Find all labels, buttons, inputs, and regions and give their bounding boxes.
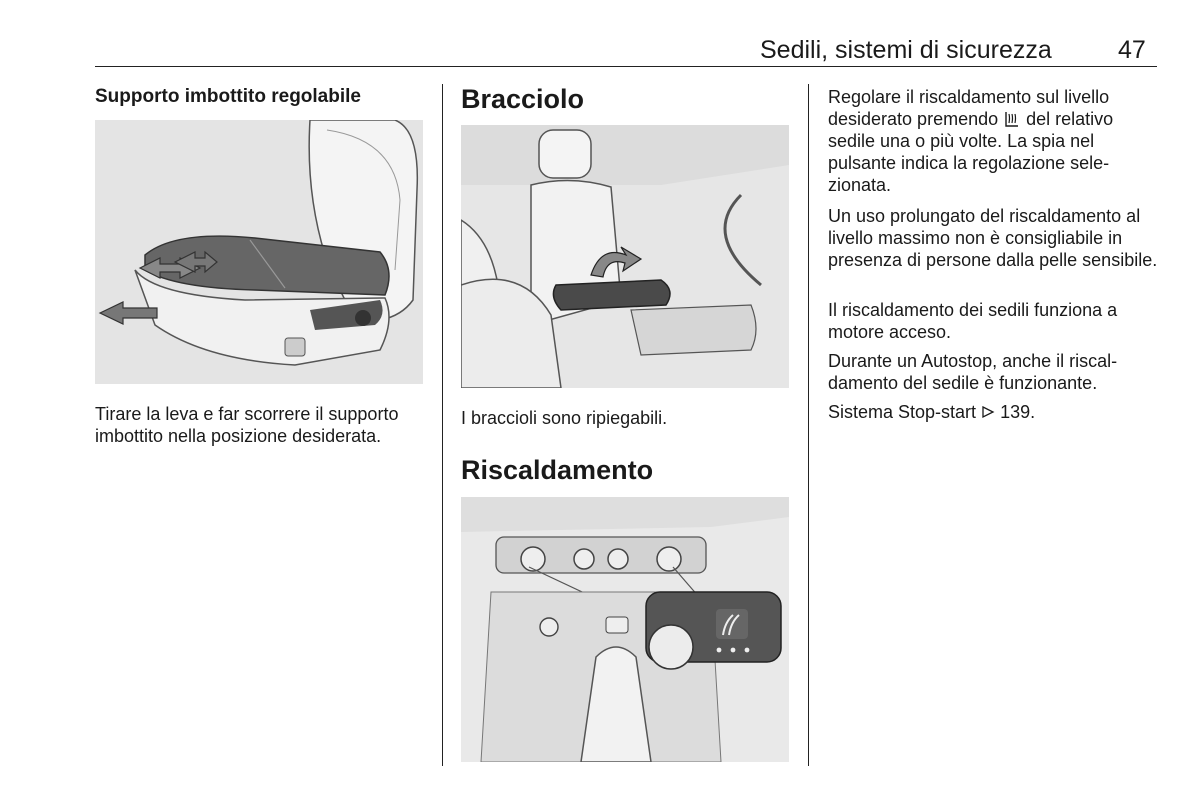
subheading-cushion-support: Supporto imbottito regolabile [95,86,361,107]
caption-cushion-support: Tirare la leva e far scorrere il supporto imbottito nella posizione desiderata. [95,404,399,446]
armrest-text: I braccioli sono ripiegabili. [461,408,668,428]
seat-heating-icon [1003,110,1021,126]
heading-heating: Riscaldamento [461,455,654,485]
seat-cushion-illustration [95,120,423,384]
paragraph-autostop: Durante un Autostop, anche il riscal-damento del sedile è funzionante. [828,351,1118,393]
paragraph-heating-levels [828,86,1158,196]
cross-reference-page[interactable]: 139. [1000,402,1036,422]
paragraph-heating-levels-start: Regolare il riscaldamento sul livello desiderato premendo [828,87,1110,129]
seat-heating-buttons-illustration [461,497,789,762]
armrest-illustration [461,125,789,388]
page-number: 47 [1118,36,1146,64]
column-divider-right [808,84,809,766]
header-rule [95,66,1157,67]
running-header-title: Sedili, sistemi di sicurezza [760,36,1052,64]
heading-armrest: Bracciolo [461,84,585,114]
reference-arrow-icon [981,402,995,416]
cross-reference-label: Sistema Stop-start [828,402,977,422]
column-divider-left [442,84,443,766]
paragraph-prolonged-use: Un uso prolungato del riscaldamento al livello massimo non è consigliabile in presenza di persone dalla pelle sensibile. [828,206,1158,270]
paragraph-heating-levels-end: del relativo sedile una o più volte. La spia nel pulsante indica la regolazione sele-zionata. [828,109,1114,195]
cross-reference-stop-start[interactable] [828,401,1158,423]
paragraph-engine-running: Il riscaldamento dei sedili funziona a motore acceso. [828,300,1118,342]
